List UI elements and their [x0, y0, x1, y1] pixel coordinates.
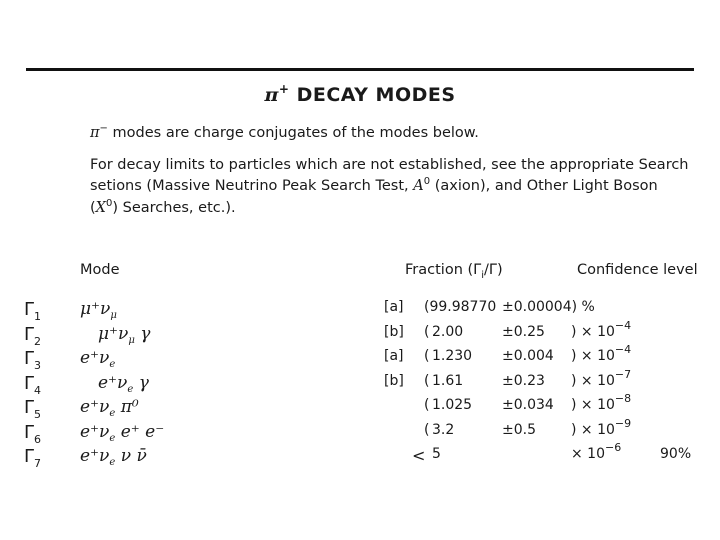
mode-sub: μ [110, 310, 117, 321]
scale-exponent: −8 [614, 392, 632, 405]
fraction-open: ( [424, 348, 430, 364]
confidence-level: 90% [660, 446, 692, 462]
intro-A: A [413, 178, 424, 194]
fraction-value: 1.61 [432, 372, 464, 389]
mode-extra: ν ν̄ [115, 446, 147, 466]
gamma-index: 1 [34, 310, 42, 323]
decay-mode [98, 373, 149, 393]
fraction-scale [571, 441, 622, 462]
scale-exponent: −9 [614, 416, 632, 430]
mode-sub: μ [128, 334, 135, 346]
fraction-open: (99.98770 [424, 299, 497, 315]
gamma-index: 2 [34, 334, 42, 348]
title-particle: π [264, 84, 279, 106]
gamma-index: 4 [34, 383, 42, 397]
fraction-open: ( [424, 372, 430, 389]
footnote-ref: [a] [384, 348, 404, 364]
mode-main: μ⁺ν [98, 323, 129, 344]
gamma-label [24, 348, 42, 372]
fraction-error: ±0.5 [502, 421, 536, 438]
decay-mode [80, 299, 117, 319]
mode-main: e⁺ν [80, 446, 110, 466]
mode-sub: e [127, 383, 134, 395]
fraction-value: 1.230 [432, 348, 473, 364]
intro-line1-text: modes are charge conjugates of the modes below. [112, 125, 479, 141]
intro-line2-part1: For decay limits to particles which are not established, see the appropriate Search setions (Massive Neutrino Peak Search Test, [90, 157, 689, 194]
fraction-error: ±0.034 [502, 397, 554, 413]
table-row [0, 299, 720, 323]
intro-A-sup: 0 [423, 176, 431, 187]
mode-main: e⁺ν [80, 348, 110, 368]
scale-base: ) × 10 [571, 421, 615, 438]
header-confidence: Confidence level [577, 262, 698, 278]
footnote-ref: [b] [384, 372, 404, 389]
gamma-label [24, 299, 42, 323]
scale-exponent: −4 [614, 343, 632, 356]
mode-extra: γ [133, 372, 149, 393]
gamma-index: 7 [34, 457, 42, 470]
header-fraction [405, 262, 503, 281]
fraction-error: ±0.23 [502, 372, 545, 389]
less-than: < [412, 446, 426, 465]
scale-base: × 10 [571, 446, 605, 462]
mode-sub: e [109, 457, 116, 468]
mode-sub: e [109, 359, 116, 370]
intro-X: X [95, 200, 106, 216]
gamma-symbol: Γ [24, 348, 35, 369]
fraction-value: 3.2 [432, 421, 455, 438]
intro-line2 [90, 155, 690, 220]
fraction-error: ±0.004 [502, 348, 554, 364]
gamma-symbol: Γ [24, 299, 35, 320]
scale-exponent: −4 [614, 318, 632, 332]
intro-particle: π [90, 125, 100, 141]
gamma-label [24, 397, 42, 421]
mode-main: μ⁺ν [80, 299, 111, 319]
decay-mode [98, 324, 150, 344]
gamma-index: 6 [34, 432, 42, 446]
scale-base: ) × 10 [571, 372, 615, 389]
gamma-index: 5 [34, 408, 42, 421]
table-row [0, 441, 720, 470]
mode-main: e⁺ν [80, 421, 110, 442]
fraction-error: ±0.25 [502, 323, 545, 340]
gamma-label [24, 372, 42, 397]
title-text: DECAY MODES [296, 84, 456, 106]
footnote-ref: [a] [384, 299, 404, 315]
fraction-value: 5 [432, 446, 441, 462]
scale-base: ) × 10 [571, 397, 615, 413]
intro-line2-part3: ) Searches, etc.). [112, 200, 236, 216]
mode-sub: e [109, 408, 116, 419]
gamma-symbol: Γ [24, 421, 35, 443]
table-row [0, 343, 720, 372]
decay-mode [80, 348, 115, 368]
decay-mode [80, 422, 164, 442]
gamma-label [24, 421, 42, 446]
footnote-ref: [b] [384, 323, 404, 340]
header-mode: Mode [80, 262, 120, 278]
gamma-label [24, 446, 42, 470]
fraction-open: ( [424, 397, 430, 413]
mode-main: e⁺ν [98, 372, 128, 393]
mode-main: e⁺ν [80, 397, 110, 417]
intro-charge: − [99, 123, 108, 134]
header-fraction-end: /Γ) [484, 262, 503, 278]
title-charge: + [278, 82, 290, 96]
scale-exponent: −7 [614, 367, 632, 381]
mode-extra: γ [134, 323, 151, 344]
fraction-scale [571, 343, 632, 364]
header-fraction-sub: i [481, 270, 485, 281]
mode-extra: π⁰ [115, 397, 139, 417]
gamma-index: 3 [34, 359, 42, 372]
gamma-symbol: Γ [24, 446, 35, 467]
intro-line1 [90, 123, 690, 145]
page-title [0, 84, 720, 106]
fraction-scale [571, 318, 632, 340]
scale-base: ) × 10 [571, 348, 615, 364]
decay-mode [80, 397, 139, 417]
scale-exponent: −6 [605, 441, 622, 454]
gamma-symbol: Γ [24, 397, 35, 418]
table-row [0, 367, 720, 397]
gamma-label [24, 323, 42, 348]
top-rule [26, 68, 694, 71]
mode-extra: e⁺ e⁻ [115, 421, 165, 442]
gamma-symbol: Γ [24, 323, 35, 345]
header-fraction-text: Fraction (Γ [405, 262, 482, 278]
fraction-value: 1.025 [432, 397, 473, 413]
mode-sub: e [109, 432, 116, 444]
fraction-error: ±0.00004) % [502, 299, 595, 315]
fraction-scale [571, 416, 632, 438]
table-row [0, 392, 720, 421]
fraction-scale [571, 392, 632, 413]
fraction-open: ( [424, 421, 430, 438]
intro-line2-part2: (axion), and Other Light Boson ( [90, 178, 658, 216]
gamma-symbol: Γ [24, 372, 35, 394]
table-row [0, 318, 720, 348]
fraction-scale [571, 367, 632, 389]
fraction-value: 2.00 [432, 323, 464, 340]
intro-X-sup: 0 [106, 198, 113, 209]
decay-mode [80, 446, 147, 466]
fraction-open: ( [424, 323, 430, 340]
scale-base: ) × 10 [571, 323, 615, 340]
